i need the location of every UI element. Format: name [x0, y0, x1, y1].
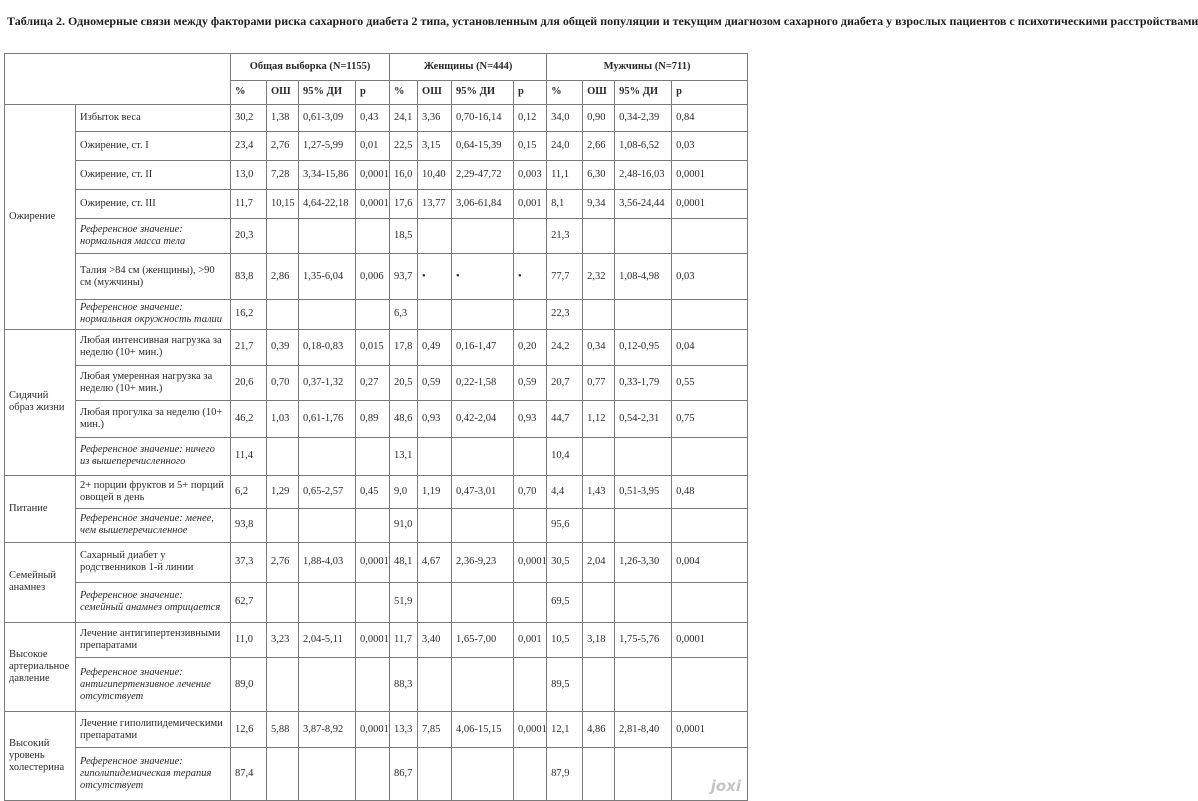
value-cell	[583, 437, 615, 475]
row-label: Ожирение, ст. II	[76, 160, 231, 189]
column-header: ОШ	[267, 80, 299, 104]
table-row	[5, 658, 748, 711]
value-cell: 2,04-5,11	[299, 622, 356, 658]
value-cell: 37,3	[231, 542, 267, 582]
value-cell: 0,0001	[356, 542, 390, 582]
value-cell: 23,4	[231, 131, 267, 160]
value-cell: 0,84	[672, 105, 748, 132]
group-header: Общая выборка (N=1155)	[231, 54, 390, 81]
value-cell: 5,88	[267, 711, 299, 748]
value-cell: 93,7	[390, 254, 418, 300]
watermark-logo: joxi	[710, 777, 741, 795]
value-cell	[672, 437, 748, 475]
value-cell	[418, 748, 452, 801]
value-cell: 2,76	[267, 131, 299, 160]
value-cell: 10,15	[267, 189, 299, 218]
value-cell: 3,56-24,44	[615, 189, 672, 218]
value-cell: 12,6	[231, 711, 267, 748]
column-header: р	[672, 80, 748, 104]
value-cell: 1,29	[267, 475, 299, 508]
value-cell: 2,04	[583, 542, 615, 582]
value-cell: 0,90	[583, 105, 615, 132]
header-corner	[5, 54, 231, 105]
row-label: Любая умеренная нагрузка за неделю (10+ мин.)	[76, 365, 231, 401]
reference-label: Референсное значение: антигипертензивное лечение отсутствует	[76, 658, 231, 711]
value-cell: 3,18	[583, 622, 615, 658]
value-cell: 10,4	[547, 437, 583, 475]
value-cell: 89,0	[231, 658, 267, 711]
row-label: Любая прогулка за неделю (10+ мин.)	[76, 401, 231, 438]
value-cell: 21,3	[547, 218, 583, 254]
value-cell: •	[514, 254, 547, 300]
table-row	[5, 622, 748, 658]
column-header: р	[356, 80, 390, 104]
value-cell: 10,5	[547, 622, 583, 658]
value-cell	[452, 658, 514, 711]
value-cell: 0,70-16,14	[452, 105, 514, 132]
reference-label: Референсное значение: менее, чем вышеперечисленное	[76, 509, 231, 542]
table-row	[5, 509, 748, 542]
column-header: %	[547, 80, 583, 104]
table-row	[5, 189, 748, 218]
value-cell: 0,015	[356, 330, 390, 366]
value-cell: 9,34	[583, 189, 615, 218]
value-cell: 11,4	[231, 437, 267, 475]
value-cell: 89,5	[547, 658, 583, 711]
value-cell	[356, 748, 390, 801]
value-cell: 8,1	[547, 189, 583, 218]
value-cell: 48,1	[390, 542, 418, 582]
value-cell: 6,3	[390, 299, 418, 329]
table-row	[5, 542, 748, 582]
value-cell: 0,0001	[672, 711, 748, 748]
value-cell	[615, 218, 672, 254]
value-cell: 0,03	[672, 254, 748, 300]
row-label: Лечение антигипертензивными препаратами	[76, 622, 231, 658]
value-cell: 21,7	[231, 330, 267, 366]
value-cell: 1,08-6,52	[615, 131, 672, 160]
value-cell: 16,2	[231, 299, 267, 329]
column-header: ОШ	[583, 80, 615, 104]
value-cell: 1,75-5,76	[615, 622, 672, 658]
value-cell	[452, 218, 514, 254]
value-cell	[452, 509, 514, 542]
value-cell: 87,9	[547, 748, 583, 801]
value-cell	[583, 658, 615, 711]
value-cell: 24,1	[390, 105, 418, 132]
value-cell: 0,27	[356, 365, 390, 401]
value-cell	[356, 437, 390, 475]
value-cell	[418, 437, 452, 475]
value-cell: 9,0	[390, 475, 418, 508]
value-cell	[418, 582, 452, 622]
value-cell: 13,1	[390, 437, 418, 475]
column-header: %	[231, 80, 267, 104]
value-cell: 3,15	[418, 131, 452, 160]
value-cell: 87,4	[231, 748, 267, 801]
value-cell: 0,54-2,31	[615, 401, 672, 438]
value-cell: 0,59	[514, 365, 547, 401]
value-cell: 0,77	[583, 365, 615, 401]
value-cell	[514, 218, 547, 254]
value-cell: 0,15	[514, 131, 547, 160]
value-cell: 10,40	[418, 160, 452, 189]
value-cell	[356, 218, 390, 254]
table-row	[5, 131, 748, 160]
value-cell: 2,32	[583, 254, 615, 300]
value-cell	[267, 299, 299, 329]
value-cell: 3,40	[418, 622, 452, 658]
value-cell	[583, 299, 615, 329]
value-cell: 7,85	[418, 711, 452, 748]
value-cell: 4,06-15,15	[452, 711, 514, 748]
value-cell: 0,01	[356, 131, 390, 160]
value-cell: 11,0	[231, 622, 267, 658]
value-cell	[514, 299, 547, 329]
value-cell: 20,3	[231, 218, 267, 254]
row-label: Лечение гиполипидемическими препаратами	[76, 711, 231, 748]
risk-factor-table	[4, 53, 748, 801]
value-cell	[299, 748, 356, 801]
value-cell: 3,34-15,86	[299, 160, 356, 189]
value-cell	[418, 299, 452, 329]
value-cell: 51,9	[390, 582, 418, 622]
value-cell	[514, 658, 547, 711]
value-cell: 12,1	[547, 711, 583, 748]
value-cell: 2,86	[267, 254, 299, 300]
value-cell: 1,27-5,99	[299, 131, 356, 160]
value-cell	[267, 582, 299, 622]
value-cell: 20,6	[231, 365, 267, 401]
value-cell	[615, 658, 672, 711]
table-row	[5, 254, 748, 300]
value-cell: 0,65-2,57	[299, 475, 356, 508]
value-cell: 3,36	[418, 105, 452, 132]
value-cell	[583, 582, 615, 622]
table-row	[5, 218, 748, 254]
value-cell: 1,26-3,30	[615, 542, 672, 582]
value-cell: 0,59	[418, 365, 452, 401]
value-cell: 17,8	[390, 330, 418, 366]
value-cell: 0,70	[514, 475, 547, 508]
value-cell: 20,5	[390, 365, 418, 401]
value-cell: 0,03	[672, 131, 748, 160]
row-label: Ожирение, ст. III	[76, 189, 231, 218]
value-cell	[452, 582, 514, 622]
value-cell: 1,88-4,03	[299, 542, 356, 582]
value-cell	[583, 218, 615, 254]
factor-label: Питание	[5, 475, 76, 542]
value-cell	[299, 658, 356, 711]
value-cell	[672, 218, 748, 254]
table-row	[5, 582, 748, 622]
group-header: Женщины (N=444)	[390, 54, 547, 81]
value-cell	[583, 748, 615, 801]
value-cell: 1,08-4,98	[615, 254, 672, 300]
value-cell: 17,6	[390, 189, 418, 218]
value-cell: 0,0001	[356, 711, 390, 748]
table-row	[5, 711, 748, 748]
value-cell: 77,7	[547, 254, 583, 300]
value-cell: 0,0001	[356, 622, 390, 658]
value-cell: 83,8	[231, 254, 267, 300]
value-cell	[299, 299, 356, 329]
value-cell: 13,0	[231, 160, 267, 189]
row-label: Избыток веса	[76, 105, 231, 132]
value-cell	[615, 509, 672, 542]
value-cell: 86,7	[390, 748, 418, 801]
value-cell: 2,81-8,40	[615, 711, 672, 748]
value-cell: 22,5	[390, 131, 418, 160]
table-row	[5, 299, 748, 329]
value-cell: 0,0001	[672, 189, 748, 218]
value-cell: 22,3	[547, 299, 583, 329]
value-cell	[452, 748, 514, 801]
value-cell: 0,93	[514, 401, 547, 438]
value-cell	[267, 437, 299, 475]
value-cell: 0,001	[514, 189, 547, 218]
value-cell: 0,004	[672, 542, 748, 582]
value-cell	[356, 582, 390, 622]
reference-label: Референсное значение: гиполипидемическая терапия отсутствует	[76, 748, 231, 801]
value-cell	[615, 299, 672, 329]
value-cell: 0,0001	[672, 160, 748, 189]
value-cell: •	[452, 254, 514, 300]
reference-label: Референсное значение: ничего из вышеперечисленного	[76, 437, 231, 475]
value-cell: 0,42-2,04	[452, 401, 514, 438]
table-row	[5, 401, 748, 438]
value-cell: 0,0001	[514, 711, 547, 748]
value-cell	[672, 658, 748, 711]
value-cell: 4,86	[583, 711, 615, 748]
table-row	[5, 330, 748, 366]
value-cell: 44,7	[547, 401, 583, 438]
row-label: Сахарный диабет у родственников 1-й линии	[76, 542, 231, 582]
value-cell: 0,16-1,47	[452, 330, 514, 366]
table-row	[5, 105, 748, 132]
row-label: Любая интенсивная нагрузка за неделю (10+ мин.)	[76, 330, 231, 366]
reference-label: Референсное значение: нормальная окружность талии	[76, 299, 231, 329]
table-caption: Таблица 2. Одномерные связи между факторами риска сахарного диабета 2 типа, установленным для общей популяции и текущим диагнозом сахарного диабета у взрослых пациентов с психотическими расстройствами	[7, 14, 1198, 28]
factor-label: Сидячий образ жизни	[5, 330, 76, 476]
value-cell	[356, 658, 390, 711]
value-cell: 0,45	[356, 475, 390, 508]
value-cell: 0,51-3,95	[615, 475, 672, 508]
value-cell: 1,35-6,04	[299, 254, 356, 300]
value-cell: 0,48	[672, 475, 748, 508]
factor-label: Высокий уровень холестерина	[5, 711, 76, 800]
value-cell	[615, 748, 672, 801]
value-cell: 2,29-47,72	[452, 160, 514, 189]
value-cell: 0,006	[356, 254, 390, 300]
row-label: 2+ порции фруктов и 5+ порций овощей в день	[76, 475, 231, 508]
value-cell: 46,2	[231, 401, 267, 438]
value-cell	[356, 299, 390, 329]
value-cell: 11,1	[547, 160, 583, 189]
value-cell: 0,18-0,83	[299, 330, 356, 366]
row-label: Ожирение, ст. I	[76, 131, 231, 160]
value-cell: 3,06-61,84	[452, 189, 514, 218]
value-cell: 6,30	[583, 160, 615, 189]
column-header: %	[390, 80, 418, 104]
value-cell	[299, 437, 356, 475]
value-cell: 30,5	[547, 542, 583, 582]
value-cell: 0,34	[583, 330, 615, 366]
column-header: р	[514, 80, 547, 104]
value-cell	[615, 437, 672, 475]
column-header: ОШ	[418, 80, 452, 104]
value-cell	[514, 437, 547, 475]
value-cell: 48,6	[390, 401, 418, 438]
value-cell	[418, 218, 452, 254]
value-cell: 0,34-2,39	[615, 105, 672, 132]
value-cell: 1,03	[267, 401, 299, 438]
value-cell	[514, 582, 547, 622]
value-cell: 0,37-1,32	[299, 365, 356, 401]
value-cell	[267, 748, 299, 801]
value-cell: 0,49	[418, 330, 452, 366]
value-cell: 1,65-7,00	[452, 622, 514, 658]
row-label: Талия >84 см (женщины), >90 см (мужчины)	[76, 254, 231, 300]
value-cell	[299, 582, 356, 622]
value-cell	[514, 509, 547, 542]
value-cell: 0,12-0,95	[615, 330, 672, 366]
value-cell	[418, 509, 452, 542]
value-cell: 0,55	[672, 365, 748, 401]
column-header: 95% ДИ	[299, 80, 356, 104]
value-cell: 0,04	[672, 330, 748, 366]
value-cell	[299, 509, 356, 542]
value-cell: 0,61-3,09	[299, 105, 356, 132]
value-cell: 0,003	[514, 160, 547, 189]
value-cell: 11,7	[390, 622, 418, 658]
value-cell: 1,43	[583, 475, 615, 508]
value-cell	[583, 509, 615, 542]
column-header: 95% ДИ	[452, 80, 514, 104]
value-cell: 3,23	[267, 622, 299, 658]
value-cell	[267, 218, 299, 254]
group-header: Мужчины (N=711)	[547, 54, 748, 81]
table-row	[5, 365, 748, 401]
value-cell: 1,19	[418, 475, 452, 508]
value-cell: 30,2	[231, 105, 267, 132]
value-cell: 95,6	[547, 509, 583, 542]
factor-label: Ожирение	[5, 105, 76, 330]
value-cell: 0,0001	[672, 622, 748, 658]
table-row	[5, 475, 748, 508]
value-cell: 2,36-9,23	[452, 542, 514, 582]
table-row	[5, 160, 748, 189]
value-cell: 1,12	[583, 401, 615, 438]
value-cell: 0,47-3,01	[452, 475, 514, 508]
value-cell: 24,2	[547, 330, 583, 366]
value-cell: 2,76	[267, 542, 299, 582]
value-cell: 16,0	[390, 160, 418, 189]
value-cell	[299, 218, 356, 254]
value-cell: 0,12	[514, 105, 547, 132]
value-cell	[356, 509, 390, 542]
column-header: 95% ДИ	[615, 80, 672, 104]
value-cell	[672, 509, 748, 542]
factor-label: Семейный анамнез	[5, 542, 76, 622]
value-cell: 93,8	[231, 509, 267, 542]
value-cell: 3,87-8,92	[299, 711, 356, 748]
value-cell: 0,0001	[356, 189, 390, 218]
value-cell: 20,7	[547, 365, 583, 401]
value-cell: 1,38	[267, 105, 299, 132]
value-cell: 0,43	[356, 105, 390, 132]
value-cell: 0,20	[514, 330, 547, 366]
value-cell: 34,0	[547, 105, 583, 132]
table-row	[5, 748, 748, 801]
value-cell: 0,93	[418, 401, 452, 438]
value-cell: 88,3	[390, 658, 418, 711]
value-cell: 7,28	[267, 160, 299, 189]
table-row	[5, 437, 748, 475]
value-cell	[514, 748, 547, 801]
value-cell: 2,66	[583, 131, 615, 160]
value-cell: 4,4	[547, 475, 583, 508]
value-cell: 11,7	[231, 189, 267, 218]
value-cell: 13,77	[418, 189, 452, 218]
value-cell: 0,001	[514, 622, 547, 658]
value-cell: 0,89	[356, 401, 390, 438]
reference-label: Референсное значение: семейный анамнез отрицается	[76, 582, 231, 622]
value-cell: 0,22-1,58	[452, 365, 514, 401]
value-cell: 62,7	[231, 582, 267, 622]
value-cell: 6,2	[231, 475, 267, 508]
value-cell: 0,33-1,79	[615, 365, 672, 401]
value-cell: 91,0	[390, 509, 418, 542]
value-cell: 2,48-16,03	[615, 160, 672, 189]
value-cell: 24,0	[547, 131, 583, 160]
value-cell	[672, 582, 748, 622]
reference-label: Референсное значение: нормальная масса тела	[76, 218, 231, 254]
value-cell	[452, 299, 514, 329]
value-cell	[267, 658, 299, 711]
value-cell: 0,70	[267, 365, 299, 401]
value-cell: 69,5	[547, 582, 583, 622]
factor-label: Высокое артериальное давление	[5, 622, 76, 711]
value-cell: 0,64-15,39	[452, 131, 514, 160]
value-cell: 0,39	[267, 330, 299, 366]
value-cell	[452, 437, 514, 475]
value-cell: 13,3	[390, 711, 418, 748]
value-cell: 18,5	[390, 218, 418, 254]
value-cell	[615, 582, 672, 622]
value-cell: 0,61-1,76	[299, 401, 356, 438]
value-cell: 4,64-22,18	[299, 189, 356, 218]
value-cell: 0,0001	[356, 160, 390, 189]
value-cell: •	[418, 254, 452, 300]
value-cell: 4,67	[418, 542, 452, 582]
value-cell: 0,75	[672, 401, 748, 438]
value-cell	[267, 509, 299, 542]
value-cell: 0,0001	[514, 542, 547, 582]
value-cell	[418, 658, 452, 711]
value-cell	[672, 299, 748, 329]
